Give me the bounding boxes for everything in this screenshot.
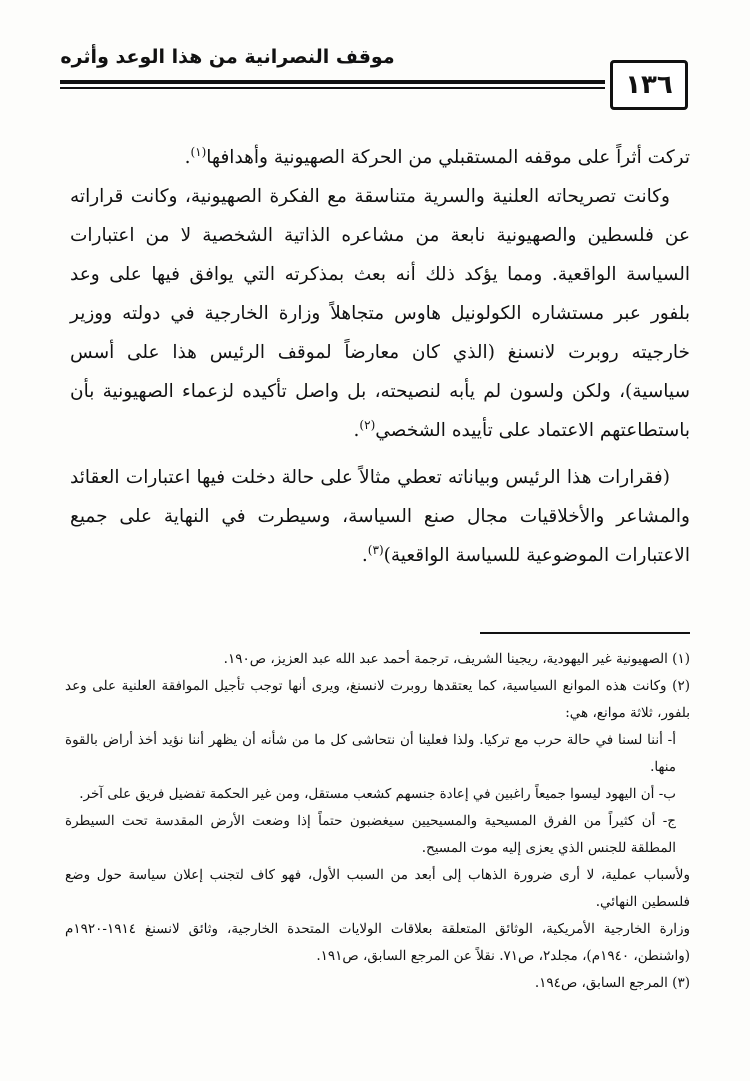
footnote-separator: [480, 632, 690, 634]
footnote-2-item-a: أ- أننا لسنا في حالة حرب مع تركيا. ولذا فعلينا أن نتحاشى كل ما من شأنه أن يظهر أننا نؤيد أخذ أراض بالقوة منها.: [65, 732, 676, 775]
footnote-3: (٣) المرجع السابق، ص١٩٤.: [534, 975, 690, 991]
footnote-2-item-b: ب- أن اليهود ليسوا جميعاً راغبين في إعادة جنسهم كشعب مستقل، ومن غير الحكمة تفضيل فريق على آخر.: [79, 786, 676, 802]
running-header-title: موقف النصرانية من هذا الوعد وأثره: [60, 46, 395, 68]
paragraph-2-text: وكانت تصريحاته العلنية والسرية متناسقة مع الفكرة الصهيونية، وكانت قراراته عن فلسطين والصهيونية نابعة من مشاعره الذاتية الشخصية لا من اعتبارات السياسة الواقعية. ومما يؤكد ذلك أنه بعث بمذكرته التي يوافق فيها على وعد بلفور عبر مستشاره الكولونيل هاوس متجاهلاً وزارة الخارجية في دولته ووزير خارجيته روبرت لانسنغ (الذي كان معارضاً لموقف الرئيس هذا على أسس سياسية)، ولكن ولسون لم يأبه لنصيحته، بل واصل تأكيده لزعماء الصهيونية بأن باستطاعتهم الاعتماد على تأييده الشخصي: [70, 186, 690, 441]
header-rule-thick: [60, 80, 605, 84]
footnote-1: (١) الصهيونية غير اليهودية، ريجينا الشريف، ترجمة أحمد عبد الله عبد العزيز، ص١٩٠.: [223, 651, 690, 667]
paragraph-1: [70, 138, 690, 177]
paragraph-2-end: .: [353, 420, 360, 441]
footnote-ref-1: (١): [190, 144, 207, 159]
body-text: [70, 138, 690, 575]
page-number-box: ١٣٦: [610, 60, 688, 110]
paragraph-3-end: .: [361, 545, 368, 566]
footnote-2-conclusion: ولأسباب عملية، لا أرى ضرورة الذهاب إلى أبعد من السبب الأول، فهو كاف لتجنب إعلان سياسة حول وضع فلسطين النهائي.: [65, 867, 690, 910]
footnote-2: (٢) وكانت هذه الموانع السياسية، كما يعتقدها روبرت لانسنغ، ويرى أنها توجب تأجيل الموافقة العلنية على وعد بلفور، ثلاثة موانع، هي:: [65, 678, 690, 721]
footnote-ref-2: (٢): [359, 417, 376, 432]
footnote-2-item-c: ج- أن كثيراً من الفرق المسيحية والمسيحيين سيغضبون حتماً إذا وضعت الأرض المقدسة تحت السيطرة المطلقة للجنس الذي يعزى إليه موت المسيح.: [65, 813, 676, 856]
header-rule-thin: [60, 87, 605, 89]
footnote-ref-3: (٣): [367, 542, 384, 557]
paragraph-3-text: (فقرارات هذا الرئيس وبياناته تعطي مثالاً على حالة دخلت فيها اعتبارات العقائد والمشاعر والأخلاقيات مجال صنع السياسة، وسيطرت في النهاية على جميع الاعتبارات الموضوعية للسياسة الواقعية): [70, 467, 690, 566]
paragraph-3: [70, 458, 690, 575]
paragraph-1-end: .: [184, 147, 191, 168]
paragraph-1-text: تركت أثراً على موقفه المستقبلي من الحركة الصهيونية وأهدافها: [206, 147, 690, 168]
footnotes: [65, 646, 690, 997]
footnote-2-source: وزارة الخارجية الأمريكية، الوثائق المتعلقة بعلاقات الولايات المتحدة الخارجية، وثائق لانسنغ ١٩١٤-١٩٢٠م (واشنطن، ١٩٤٠م)، مجلد٢، ص٧١. نقلاً عن المرجع السابق، ص١٩١.: [65, 921, 690, 964]
paragraph-2: [70, 177, 690, 450]
